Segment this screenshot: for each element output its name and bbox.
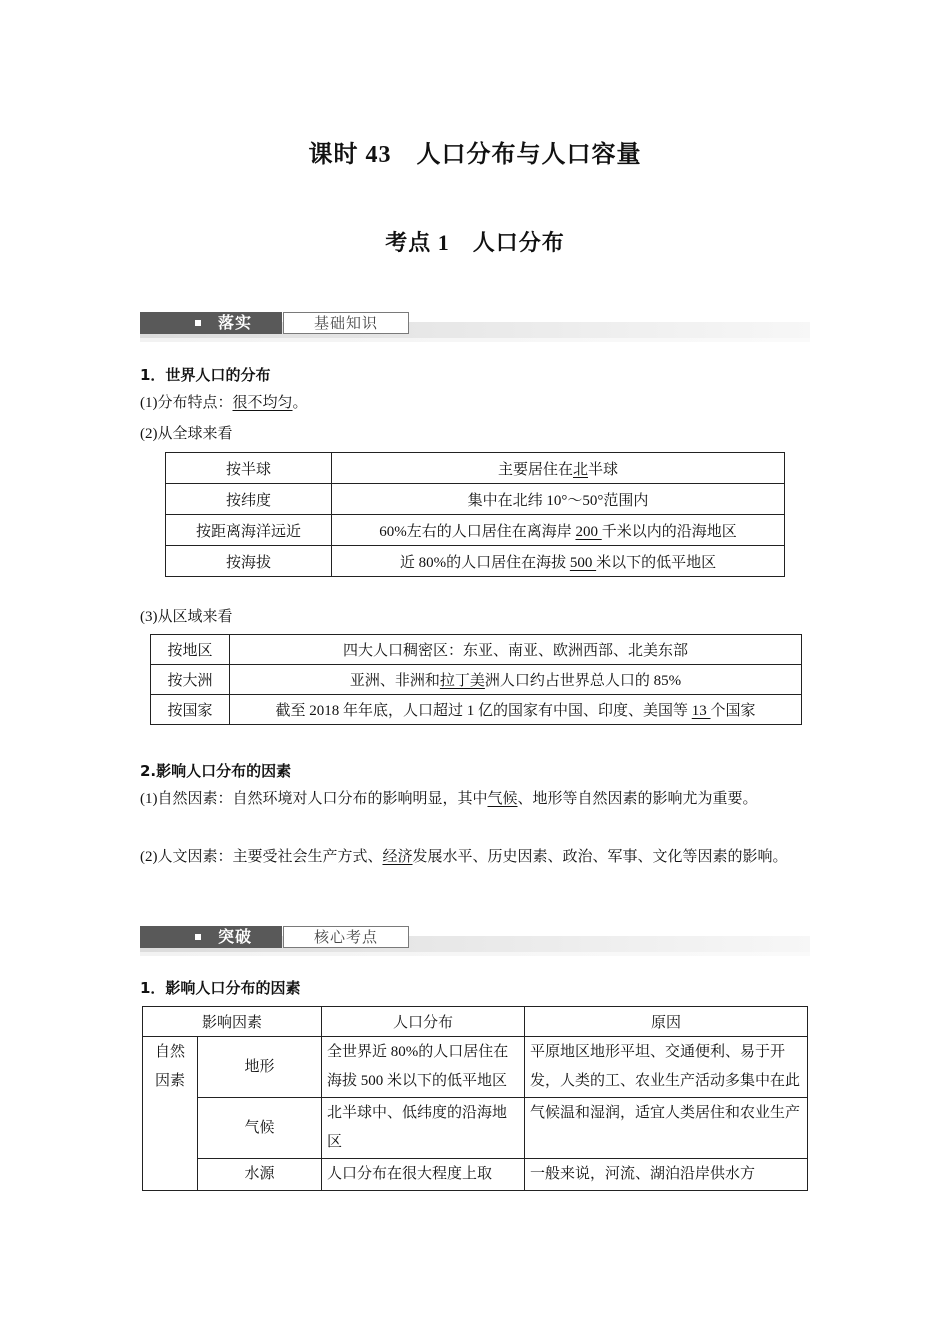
page-title: 课时 43 人口分布与人口容量	[308, 142, 642, 168]
heading-world-distribution: 1．世界人口的分布	[140, 366, 271, 384]
table-row: 按纬度 集中在北纬 10°～50°范围内	[166, 484, 785, 515]
banner-light-tab: 基础知识	[283, 312, 409, 334]
banner-basic-knowledge	[140, 312, 810, 352]
paragraph-natural-factors: (1)自然因素：自然环境对人口分布的影响明显，其中气候、地形等自然因素的影响尤为重要。	[140, 791, 758, 807]
table-regional-distribution	[150, 634, 802, 725]
table-global-distribution	[165, 452, 785, 577]
table-header-row: 影响因素 人口分布 原因	[143, 1007, 808, 1037]
banner-dark-tab: 落实	[140, 312, 282, 334]
table-row: 按地区 四大人口稠密区：东亚、南亚、欧洲西部、北美东部	[151, 635, 802, 665]
banner-dark-tab: 突破	[140, 926, 282, 948]
heading-factors: 2.影响人口分布的因素	[140, 762, 292, 780]
table-row: 水源 人口分布在很大程度上取 一般来说，河流、湖泊沿岸供水方	[143, 1159, 808, 1191]
banner-light-tab: 核心考点	[283, 926, 409, 948]
paragraph-regional: (3)从区域来看	[140, 609, 233, 625]
table-row: 按国家 截至 2018 年年底，人口超过 1 亿的国家有中国、印度、美国等 13 个国家	[151, 695, 802, 725]
heading-factors-table: 1．影响人口分布的因素	[140, 979, 301, 997]
banner-core-points	[140, 926, 810, 966]
table-row: 气候 北半球中、低纬度的沿海地区 气候温和湿润，适宜人类居住和农业生产	[143, 1098, 808, 1159]
section-title: 考点 1 人口分布	[385, 230, 565, 255]
table-factors	[142, 1006, 808, 1191]
paragraph-feature: (1)分布特点：很不均匀。	[140, 395, 308, 411]
table-row: 按海拔 近 80%的人口居住在海拔 500 米以下的低平地区	[166, 546, 785, 577]
table-row: 按半球 主要居住在北半球	[166, 453, 785, 484]
table-row: 按距离海洋远近 60%左右的人口居住在离海岸 200 千米以内的沿海地区	[166, 515, 785, 546]
paragraph-human-factors: (2)人文因素：主要受社会生产方式、经济发展水平、历史因素、政治、军事、文化等因素的影响。	[140, 849, 788, 865]
paragraph-global: (2)从全球来看	[140, 426, 233, 442]
table-row: 按大洲 亚洲、非洲和拉丁美洲人口约占世界总人口的 85%	[151, 665, 802, 695]
table-row: 自然因素 地形 全世界近 80%的人口居住在海拔 500 米以下的低平地区 平原地区地形平坦、交通便利、易于开发，人类的工、农业生产活动多集中在此	[143, 1037, 808, 1098]
square-bullet-icon	[195, 320, 201, 326]
square-bullet-icon	[195, 934, 201, 940]
